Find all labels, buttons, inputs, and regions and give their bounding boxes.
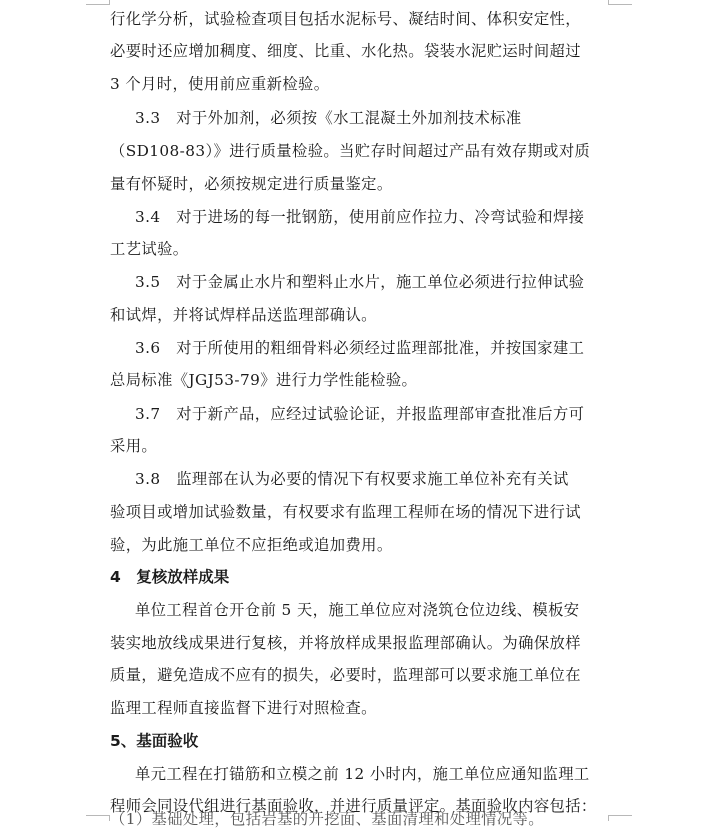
crop-mark-top-left-horizontal [86, 4, 110, 5]
crop-mark-bottom-left-horizontal [86, 815, 110, 816]
section-heading: 5、基面验收 [110, 732, 199, 750]
section-heading: 4 复核放样成果 [110, 568, 230, 586]
text-line: 程师会同设代组进行基面验收，并进行质量评定。基面验收内容包括： [110, 797, 597, 815]
text-line: （1）基础处理，包括岩基的开挖面、基面清理和处理情况等。 [110, 810, 544, 828]
crop-mark-bottom-right-vertical [608, 815, 609, 821]
text-line: 工艺试验。 [110, 240, 189, 258]
text-line: 3.4 对于进场的每一批钢筋，使用前应作拉力、冷弯试验和焊接 [135, 208, 585, 226]
crop-mark-top-left-vertical [109, 0, 110, 5]
text-line: 3 个月时，使用前应重新检验。 [110, 75, 330, 93]
crop-mark-top-right-horizontal [608, 4, 632, 5]
text-line: 3.6 对于所使用的粗细骨料必须经过监理部批准，并按国家建工 [135, 339, 585, 357]
text-line: 行化学分析，试验检查项目包括水泥标号、凝结时间、体积安定性， [110, 10, 581, 28]
text-line: 总局标准《JGJ53-79》进行力学性能检验。 [110, 371, 418, 389]
text-line: 装实地放线成果进行复核，并将放样成果报监理部确认。为确保放样 [110, 634, 581, 652]
text-line: 3.3 对于外加剂，必须按《水工混凝土外加剂技术标准 [135, 109, 522, 127]
text-line: 必要时还应增加稠度、细度、比重、水化热。袋装水泥贮运时间超过 [110, 42, 581, 60]
text-line: 监理工程师直接监督下进行对照检查。 [110, 699, 377, 717]
cutoff-text-line [110, 810, 610, 829]
text-line: 单元工程在打锚筋和立模之前 12 小时内，施工单位应通知监理工 [135, 765, 590, 783]
text-line: 3.7 对于新产品，应经过试验论证，并报监理部审查批准后方可 [135, 405, 585, 423]
text-line: 质量，避免造成不应有的损失，必要时，监理部可以要求施工单位在 [110, 666, 581, 684]
text-line: 采用。 [110, 437, 158, 455]
text-line: 3.8 监理部在认为必要的情况下有权要求施工单位补充有关试 [135, 470, 569, 488]
text-line: 和试焊，并将试焊样品送监理部确认。 [110, 306, 377, 324]
text-line: 验项目或增加试验数量，有权要求有监理工程师在场的情况下进行试 [110, 503, 581, 521]
text-line: 量有怀疑时，必须按规定进行质量鉴定。 [110, 175, 393, 193]
text-line: 验，为此施工单位不应拒绝或追加费用。 [110, 536, 393, 554]
crop-mark-bottom-right-horizontal [608, 815, 632, 816]
text-line: 3.5 对于金属止水片和塑料止水片，施工单位必须进行拉伸试验 [135, 273, 585, 291]
text-line: 单位工程首仓开仓前 5 天，施工单位应对浇筑仓位边线、模板安 [135, 601, 580, 619]
text-line: （SD108-83）》进行质量检验。当贮存时间超过产品有效存期或对质 [110, 142, 591, 160]
crop-mark-top-right-vertical [608, 0, 609, 5]
